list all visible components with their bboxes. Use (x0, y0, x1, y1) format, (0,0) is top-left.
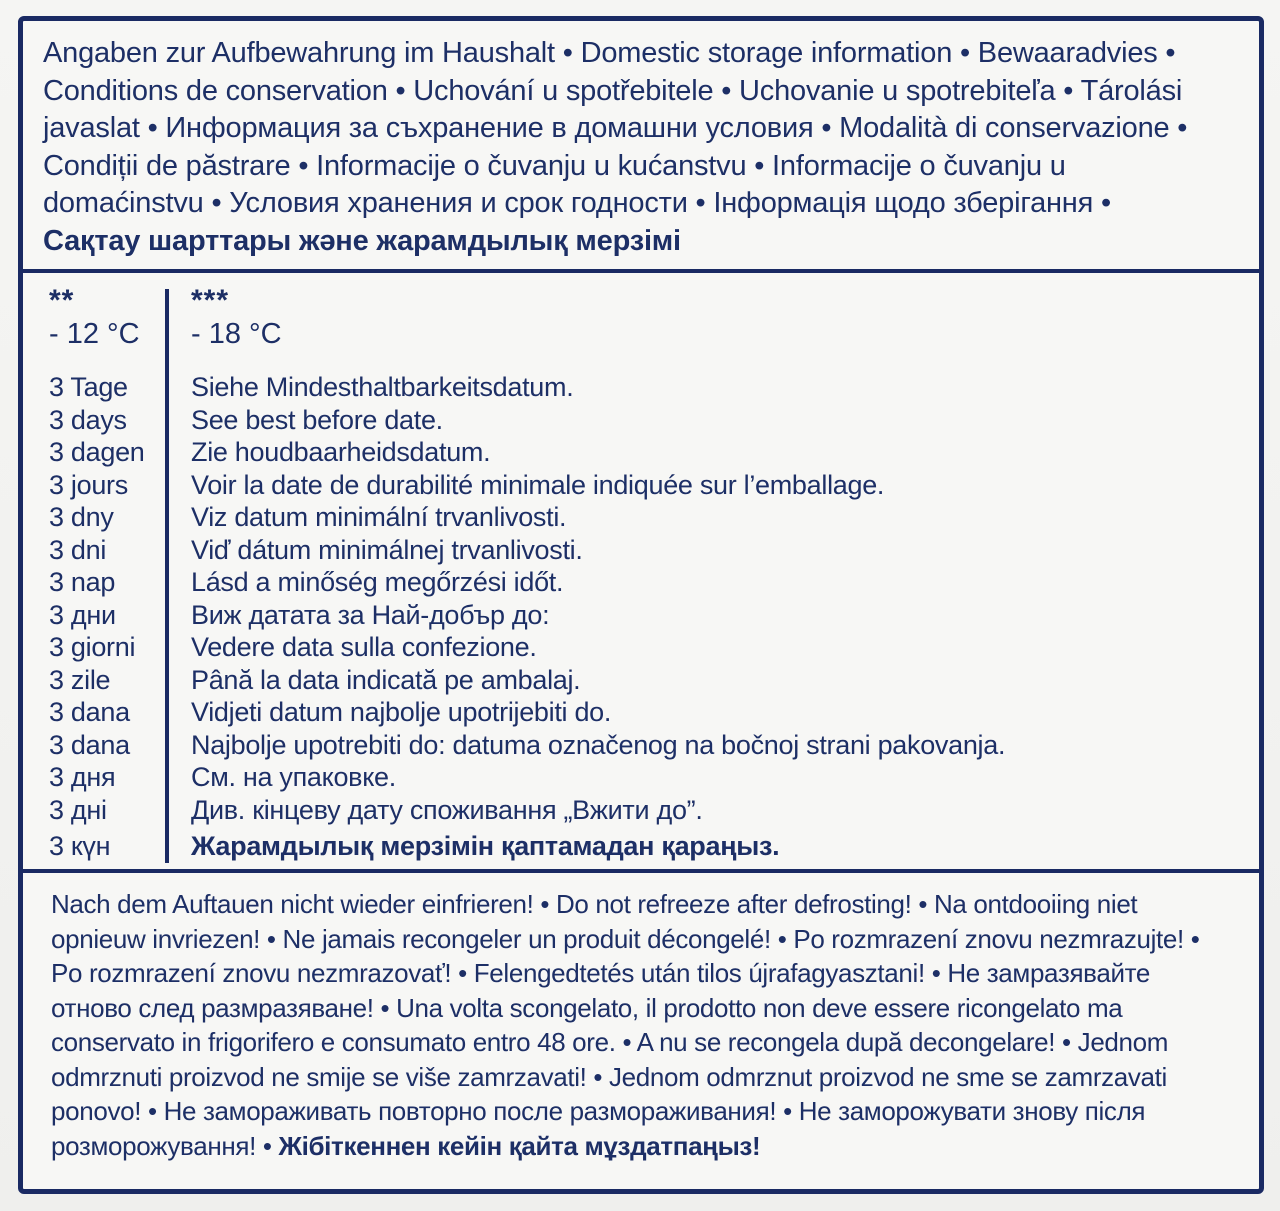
warning-line: ponovo! • Не замораживать повторно после размораживания! • Не заморожувати знову після (51, 1096, 1146, 1126)
storage-info-panel (18, 16, 1264, 1194)
warning-line: отново след размразяване! • Una volta scongelato, il prodotto non deve essere ricongelato ma (51, 992, 1123, 1023)
best-before-row: Viď dátum minimálnej trvanlivosti. (191, 534, 583, 565)
warning-line: Nach dem Auftauen nicht wieder einfrieren! • Do not refreeze after defrosting! • Na ontdooiing niet (51, 889, 1138, 919)
header-line: Angaben zur Aufbewahrung im Haushalt • Domestic storage information • Bewaaradvies • (43, 37, 1176, 69)
header-line: Condiții de păstrare • Informacije o čuvanju u kućanstvu • Informacije o čuvanju u (43, 149, 1066, 182)
header-line: Conditions de conservation • Uchování u spotřebitele • Uchovanie u spotrebiteľa • Tárolási (43, 74, 1183, 107)
warning-line: Po rozmrazení znovu nezmrazovať! • Felengedtetés után tilos újrafagyasztani! • Не замразявайте (51, 958, 1151, 988)
duration-row: 3 dny (49, 502, 114, 532)
duration-row: 3 zile (49, 664, 111, 695)
best-before-row: Viz datum minimální trvanlivosti. (191, 502, 567, 532)
best-before-row: Najbolje upotrebiti do: datuma označenog na bočnoj strani pakovanja. (191, 729, 1006, 760)
duration-row: 3 dana (49, 729, 130, 760)
header-line-kazakh: Сақтау шарттары және жарамдылық мерзімі (43, 224, 681, 257)
two-star-temperature: - 12 °C (49, 318, 140, 350)
best-before-row: Виж датата за Най-добър до: (191, 599, 550, 630)
storage-info-header (23, 21, 1259, 273)
best-before-row-kazakh: Жарамдылық мерзімін қаптамадан қараңыз. (191, 831, 780, 861)
column-divider (165, 289, 169, 863)
best-before-row: См. на упаковке. (191, 762, 396, 792)
warning-text-kazakh: Жібіткеннен кейін қайта мұздатпаңыз! (278, 1130, 761, 1161)
duration-row: 3 dagen (49, 437, 145, 467)
best-before-row: Voir la date de durabilité minimale indiquée sur l’emballage. (191, 469, 885, 500)
duration-row-kazakh: 3 күн (49, 831, 111, 861)
best-before-row: Lásd a minőség megőrzési időt. (191, 567, 564, 597)
warning-line: conservato in frigorifero e consumato entro 48 ore. • A nu se recongela după decongelare! • Jednom (51, 1027, 1169, 1057)
best-before-row: Vidjeti datum najbolje upotrijebiti do. (191, 697, 612, 727)
three-star-column (191, 284, 1251, 863)
header-line: javaslat • Информация за съхранение в домашни условия • Modalità di conservazione • (43, 112, 1188, 144)
warning-text: розморожування! • (51, 1130, 279, 1161)
best-before-row: See best before date. (191, 404, 443, 435)
storage-table (23, 273, 1259, 873)
duration-row: 3 dni (49, 534, 107, 565)
duration-row: 3 дни (49, 599, 116, 630)
three-star-rating: *** (191, 284, 230, 317)
duration-row: 3 дня (49, 762, 116, 792)
duration-row: 3 jours (49, 469, 128, 500)
best-before-row: Vedere data sulla confezione. (191, 632, 537, 662)
header-line: domaćinstvu • Условия хранения и срок годности • Інформація щодо зберігання • (43, 187, 1111, 219)
three-star-temperature: - 18 °C (191, 318, 282, 350)
best-before-row: Див. кінцеву дату споживання „Вжити до”. (191, 794, 703, 825)
warning-line: odmrznuti proizvod ne smije se više zamrzavati! • Jednom odmrznut proizvod ne sme se zamrzavati (51, 1061, 1167, 1092)
three-star-durations (191, 371, 1251, 863)
duration-row: 3 Tage (49, 372, 128, 402)
duration-row: 3 days (49, 404, 127, 435)
warning-line-last (51, 1129, 1249, 1164)
warning-line: opnieuw invriezen! • Ne jamais recongeler un produit décongelé! • Po rozmrazení znovu nezmrazujte! • (51, 923, 1200, 954)
duration-row: 3 дні (49, 794, 107, 825)
best-before-row: Siehe Mindesthaltbarkeitsdatum. (191, 372, 574, 402)
best-before-row: Zie houdbaarheidsdatum. (191, 437, 491, 467)
two-star-durations (49, 371, 159, 863)
two-star-rating: ** (49, 284, 75, 317)
two-star-column (49, 284, 159, 863)
refreeze-warning (23, 873, 1259, 1191)
duration-row: 3 dana (49, 697, 130, 727)
duration-row: 3 giorni (49, 632, 136, 662)
best-before-row: Până la data indicată pe ambalaj. (191, 664, 581, 695)
duration-row: 3 nap (49, 567, 116, 597)
